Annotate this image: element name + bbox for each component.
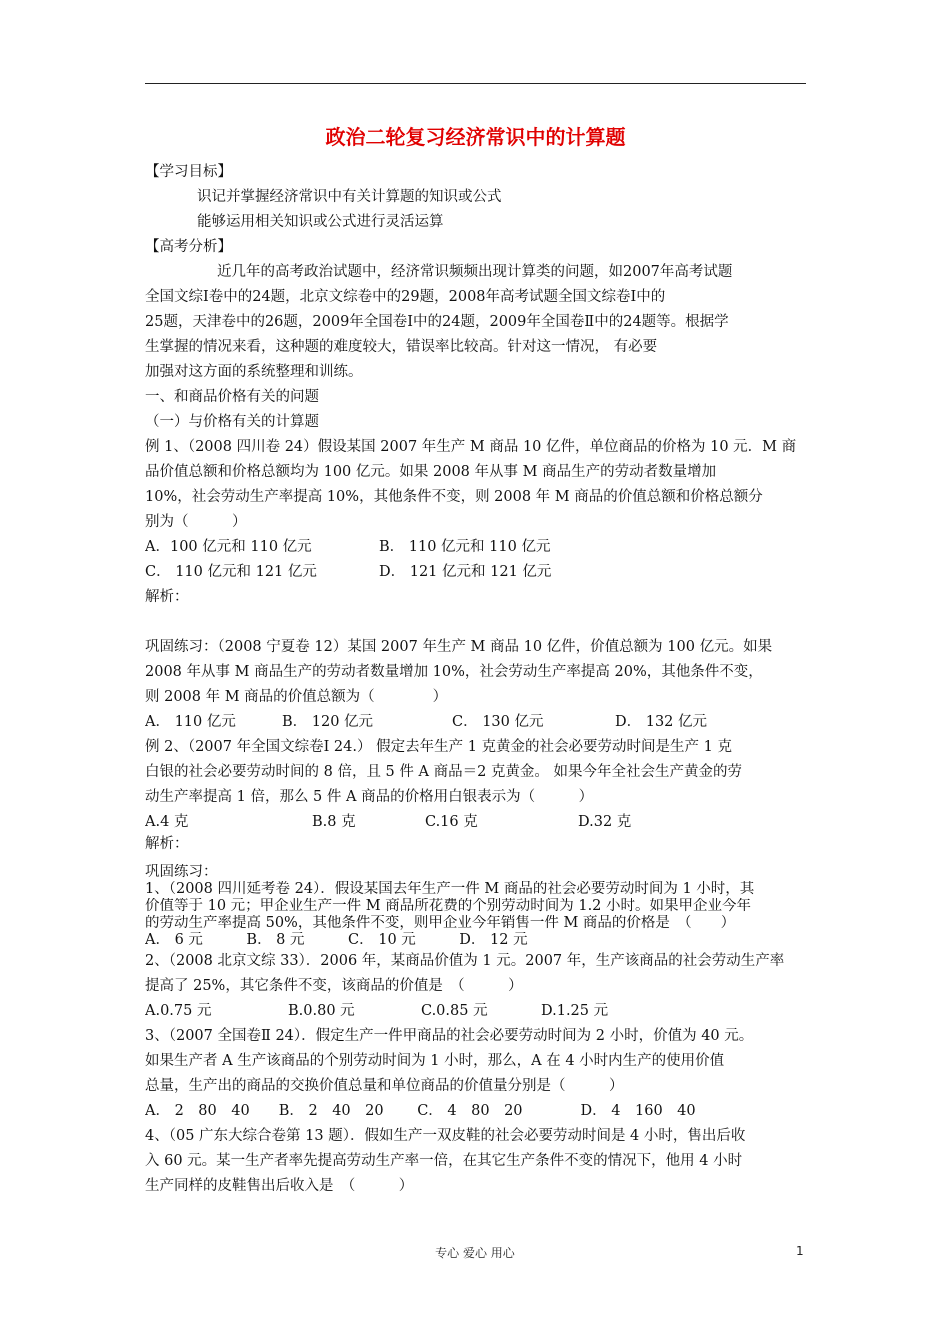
question-3-line: 总量，生产出的商品的交换价值总量和单位商品的价值量分别是（ ） [145, 1078, 624, 1094]
example-1-line: 例 1、（2008 四川卷 24）假设某国 2007 年生产 M 商品 10 亿件，单位商品的价格为 10 元．M 商 [145, 439, 797, 455]
goal-1: 识记并掌握经济常识中有关计算题的知识或公式 [197, 189, 502, 205]
analysis-heading: 【高考分析】 [145, 239, 232, 255]
option-a: A.4 克 [145, 814, 189, 830]
practice-1-line: 巩固练习：（2008 宁夏卷 12）某国 2007 年生产 M 商品 10 亿件，价值总额为 100 亿元。如果 [145, 639, 773, 655]
question-4-line: 入 60 元。某一生产者率先提高劳动生产率一倍，在其它生产条件不变的情况下，他用 4 小时 [145, 1153, 743, 1169]
part-1-1-heading: （一）与价格有关的计算题 [145, 414, 319, 430]
blank-space [145, 853, 806, 864]
option-b: B． 110 亿元和 110 亿元 [379, 539, 551, 555]
option-b: B.8 克 [312, 814, 356, 830]
analysis-line: 近几年的高考政治试题中，经济常识频频出现计算类的问题，如2007年高考试题 [217, 264, 733, 280]
option-d: D． 121 亿元和 121 亿元 [379, 564, 552, 580]
footer-motto: 专心 爱心 用心 [435, 1246, 515, 1260]
option-a: A.0.75 元 [145, 1003, 212, 1019]
question-4-line: 生产同样的皮鞋售出后收入是 （ ） [145, 1178, 414, 1194]
question-2-line: 提高了 25%，其它条件不变，该商品的价值是 （ ） [145, 978, 523, 994]
practice-2-dense-block [145, 864, 806, 949]
option-b: B.0.80 元 [288, 1003, 355, 1019]
example-1-options-cd [145, 560, 806, 585]
example-1-line: 10%，社会劳动生产率提高 10%，其他条件不变，则 2008 年 M 商品的价值总额和价格总额分 [145, 489, 763, 505]
analysis-line: 生掌握的情况来看，这种题的难度较大，错误率比较高。针对这一情况， 有必要 [145, 339, 658, 355]
option-d: D.32 克 [578, 814, 632, 830]
question-1-options: A． 6 元 B． 8 元 C． 10 元 D． 12 元 [145, 932, 528, 948]
goals-heading: 【学习目标】 [145, 164, 232, 180]
example-1-options-ab [145, 535, 806, 560]
question-2-line: 2、（2008 北京文综 33）．2006 年，某商品价值为 1 元。2007 年，生产该商品的社会劳动生产率 [145, 953, 785, 969]
option-b: B． 120 亿元 [282, 714, 374, 730]
part-1-heading: 一、和商品价格有关的问题 [145, 389, 319, 405]
question-3-line: 如果生产者 A 生产该商品的个别劳动时间为 1 小时，那么，A 在 4 小时内生产的使用价值 [145, 1053, 725, 1069]
question-2-options [145, 999, 806, 1024]
question-1-line: 价值等于 10 元；甲企业生产一件 M 商品所花费的个别劳动时间为 1.2 小时。如果甲企业今年 [145, 898, 752, 914]
blank-space [145, 610, 806, 635]
example-1-analysis-label: 解析： [145, 589, 189, 605]
analysis-line: 加强对这方面的系统整理和训练。 [145, 364, 363, 380]
example-2-line: 白银的社会必要劳动时间的 8 倍，且 5 件 A 商品＝2 克黄金。 如果今年全社会生产黄金的劳 [145, 764, 743, 780]
option-a: A． 110 亿元 [145, 714, 236, 730]
analysis-line: 25题，天津卷中的26题，2009年全国卷Ⅰ中的24题，2009年全国卷Ⅱ中的24题等。根据学 [145, 314, 729, 330]
practice-2-heading: 巩固练习： [145, 864, 218, 880]
option-c: C． 130 亿元 [452, 714, 544, 730]
option-d: D.1.25 元 [541, 1003, 609, 1019]
option-c: C.16 克 [425, 814, 478, 830]
option-a: A．100 亿元和 110 亿元 [145, 539, 312, 555]
question-1-line: 的劳动生产率提高 50%，其他条件不变，则甲企业今年销售一件 M 商品的价格是 （ ） [145, 915, 736, 931]
example-2-options [145, 810, 806, 835]
question-4-line: 4、（05 广东大综合卷第 13 题）．假如生产一双皮鞋的社会必要劳动时间是 4 小时，售出后收 [145, 1128, 746, 1144]
practice-1-line: 2008 年从事 M 商品生产的劳动者数量增加 10%，社会劳动生产率提高 20%，其他条件不变， [145, 664, 763, 680]
example-1-line: 别为（ ） [145, 514, 247, 530]
example-1-line: 品价值总额和价格总额均为 100 亿元。如果 2008 年从事 M 商品生产的劳动者数量增加 [145, 464, 717, 480]
document-body [145, 160, 806, 1199]
example-2-analysis-label: 解析： [145, 836, 189, 852]
page-number: 1 [796, 1244, 804, 1258]
question-3-options: A． 2 80 40 B． 2 40 20 C． 4 80 20 D． 4 160 40 [145, 1103, 696, 1119]
option-c: C.0.85 元 [421, 1003, 488, 1019]
question-3-line: 3、（2007 全国卷Ⅱ 24）．假定生产一件甲商品的社会必要劳动时间为 2 小时，价值为 40 元。 [145, 1028, 754, 1044]
analysis-line: 全国文综Ⅰ卷中的24题，北京文综卷中的29题，2008年高考试题全国文综卷Ⅰ中的 [145, 289, 666, 305]
practice-1-options [145, 710, 806, 735]
example-2-line: 例 2、（2007 年全国文综卷Ⅰ 24.） 假定去年生产 1 克黄金的社会必要劳动时间是生产 1 克 [145, 739, 732, 755]
practice-1-line: 则 2008 年 M 商品的价值总额为（ ） [145, 689, 448, 705]
example-2-line: 动生产率提高 1 倍，那么 5 件 A 商品的价格用白银表示为（ ） [145, 789, 594, 805]
page-title: 政治二轮复习经济常识中的计算题 [325, 125, 626, 149]
option-d: D． 132 亿元 [615, 714, 708, 730]
header-rule [145, 83, 806, 84]
goal-2: 能够运用相关知识或公式进行灵活运算 [197, 214, 444, 230]
option-c: C． 110 亿元和 121 亿元 [145, 564, 317, 580]
question-1-line: 1、（2008 四川延考卷 24）．假设某国去年生产一件 M 商品的社会必要劳动时间为 1 小时，其 [145, 881, 755, 897]
